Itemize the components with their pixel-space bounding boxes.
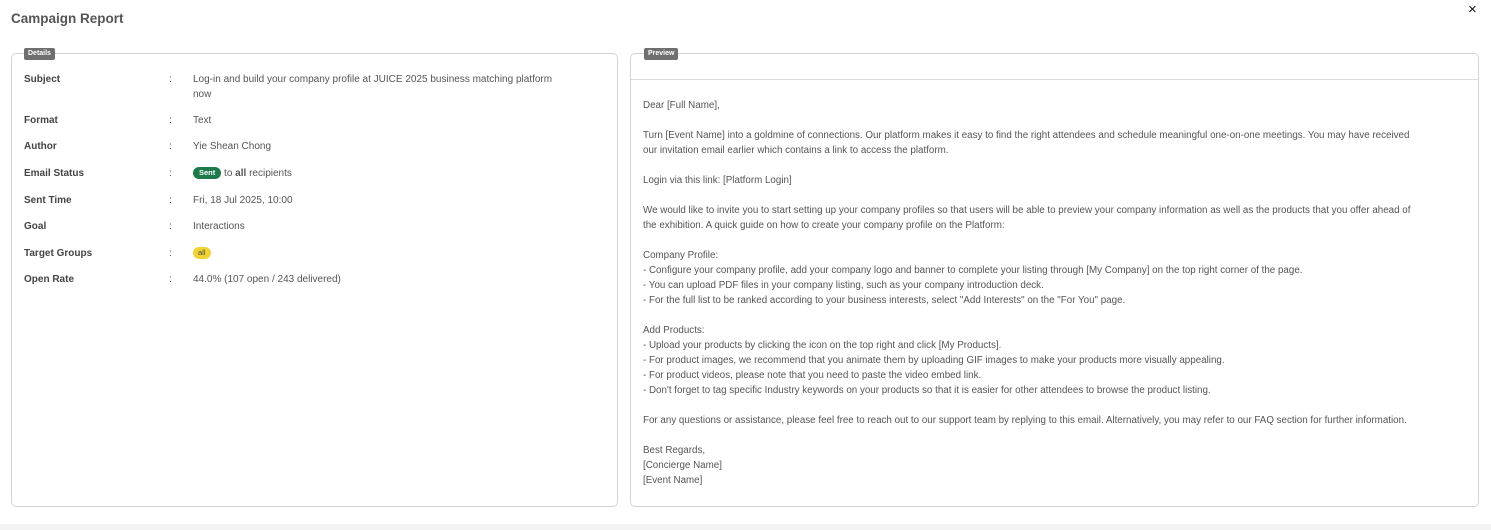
target-groups-value [193,246,588,261]
preview-panel [630,50,1479,507]
open-rate-value: 44.0% (107 open / 243 delivered) [193,274,341,285]
email-add-products-para [643,323,1473,398]
email-bullet: - Configure your company profile, add your company logo and banner to complete your listing through [My Company] on the top right corner of the page. [643,265,1303,276]
status-text-post: recipients [246,168,292,179]
colon: : [169,168,172,179]
email-status-label: Email Status [24,168,85,179]
sent-time-label: Sent Time [24,195,72,206]
email-regards: Best Regards, [643,445,706,456]
preview-divider [631,79,1478,80]
email-event: [Event Name] [643,475,703,486]
subject-value-line2: now [193,89,212,100]
colon: : [169,221,172,232]
status-text-bold: all [235,168,247,179]
author-label: Author [24,141,57,152]
email-line: the exhibition. A quick guide on how to create your company profile on the Platform: [643,220,1005,231]
subject-value [193,72,588,102]
email-status-value [193,166,588,181]
email-line: We would like to invite you to start setting up your company profiles so that users will be able to preview your company information as well as the products that you offer ahead of [643,205,1411,216]
close-icon[interactable]: × [1468,1,1477,18]
email-invite-para [643,203,1473,233]
email-line: our invitation email earlier which contains a link to access the platform. [643,145,949,156]
email-section-title: Company Profile: [643,250,719,261]
colon: : [169,141,172,152]
email-bullet: - For product videos, please note that you need to paste the video embed link. [643,370,982,381]
details-panel [11,50,618,507]
email-line: For any questions or assistance, please feel free to reach out to our support team by replying to this email. Alternatively, you may refer to our FAQ section for further information. [643,415,1407,426]
email-bullet: - For product images, we recommend that you animate them by uploading GIF images to make your products more visually appealing. [643,355,1225,366]
subject-value-line1: Log-in and build your company profile at JUICE 2025 business matching platform [193,74,553,85]
email-company-profile-para [643,248,1473,308]
subject-label: Subject [24,74,61,85]
open-rate-label: Open Rate [24,274,75,285]
colon: : [169,115,172,126]
colon: : [169,274,172,285]
email-login-line: Login via this link: [Platform Login] [643,175,792,186]
modal-footer-strip [0,524,1491,530]
email-concierge: [Concierge Name] [643,460,722,471]
email-bullet: - For the full list to be ranked according to your business interests, select "Add Interests" on the "For You" page. [643,295,1126,306]
goal-value: Interactions [193,221,245,232]
group-badge: all [193,247,211,259]
goal-label: Goal [24,221,47,232]
email-section-title: Add Products: [643,325,705,336]
email-line: Turn [Event Name] into a goldmine of connections. Our platform makes it easy to find the right attendees and schedule meaningful one-on-one meetings. You may have received [643,130,1410,141]
email-bullet: - Upload your products by clicking the icon on the top right and click [My Products]. [643,340,1002,351]
sent-time-value: Fri, 18 Jul 2025, 10:00 [193,195,293,206]
email-bullet: - Don't forget to tag specific Industry keywords on your products so that it is easier for other attendees to browse the product listing. [643,385,1211,396]
email-signoff-para [643,443,1473,488]
email-greeting-para [643,98,1473,113]
status-badge: Sent [193,167,221,179]
colon: : [169,248,172,259]
email-body [643,98,1473,503]
status-text-pre: to [224,168,236,179]
page-title: Campaign Report [11,11,124,26]
colon: : [169,74,172,85]
format-value: Text [193,115,212,126]
email-questions-para [643,413,1473,428]
colon: : [169,195,172,206]
preview-legend: Preview [644,48,678,60]
email-bullet: - You can upload PDF files in your company listing, such as your company introduction deck. [643,280,1044,291]
email-login-para [643,173,1473,188]
author-value: Yie Shean Chong [193,141,272,152]
email-intro-para [643,128,1473,158]
format-label: Format [24,115,58,126]
details-legend: Details [24,48,55,60]
email-greeting: Dear [Full Name], [643,100,720,111]
target-groups-label: Target Groups [24,248,93,259]
